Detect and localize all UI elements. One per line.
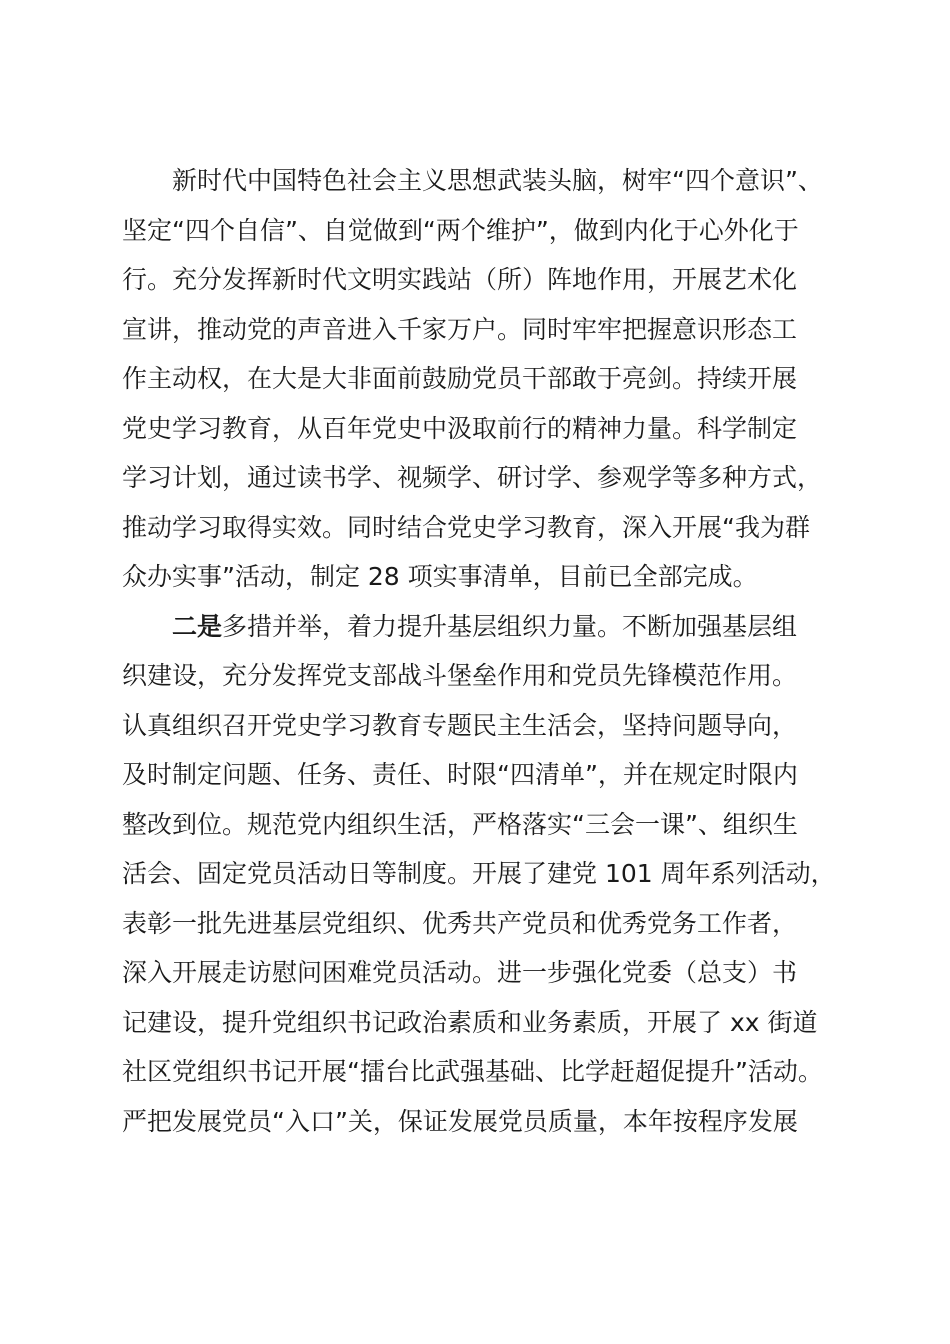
text-line: 及时制定问题、任务、责任、时限“四清单”，并在规定时限内 bbox=[122, 760, 798, 789]
document-body bbox=[122, 156, 834, 1146]
text-line: 深入开展走访慰问困难党员活动。进一步强化党委（总支）书 bbox=[122, 958, 798, 987]
text-line: 推动学习取得实效。同时结合党史学习教育，深入开展“我为群 bbox=[122, 512, 810, 542]
text-line: 新时代中国特色社会主义思想武装头脑，树牢“四个意识”、 bbox=[172, 166, 823, 195]
text-line: 整改到位。规范党内组织生活，严格落实“三会一课”、组织生 bbox=[122, 809, 798, 839]
text-line: 宣讲，推动党的声音进入千家万户。同时牢牢把握意识形态工 bbox=[122, 314, 798, 344]
text-line: 认真组织召开党史学习教育专题民主生活会，坚持问题导向， bbox=[122, 710, 798, 740]
text-line: 坚定“四个自信”、自觉做到“两个维护”，做到内化于心外化于 bbox=[122, 215, 799, 245]
text-line: 学习计划，通过读书学、视频学、研讨学、参观学等多种方式， bbox=[122, 463, 823, 492]
text-span: 多措并举，着力提升基层组织力量。不断加强基层组 bbox=[222, 611, 798, 641]
text-line: 作主动权，在大是大非面前鼓励党员干部敢于亮剑。持续开展 bbox=[122, 364, 798, 393]
text-line: 社区党组织书记开展“擂台比武强基础、比学赶超促提升”活动。 bbox=[122, 1057, 823, 1086]
text-line: 表彰一批先进基层党组织、优秀共产党员和优秀党务工作者， bbox=[122, 908, 798, 938]
text-line: 众办实事”活动，制定 28 项实事清单，目前已全部完成。 bbox=[122, 562, 758, 591]
text-line: 活会、固定党员活动日等制度。开展了建党 101 周年系列活动， bbox=[122, 859, 836, 888]
text-line: 记建设，提升党组织书记政治素质和业务素质，开展了 xx 街道 bbox=[122, 1007, 818, 1037]
paragraph-2 bbox=[122, 602, 834, 1147]
text-line: 行。充分发挥新时代文明实践站（所）阵地作用，开展艺术化 bbox=[122, 265, 798, 294]
text-line: 严把发展党员“入口”关，保证发展党员质量，本年按程序发展 bbox=[122, 1106, 798, 1136]
paragraph-1 bbox=[122, 156, 834, 602]
text-line: 党史学习教育，从百年党史中汲取前行的精神力量。科学制定 bbox=[122, 413, 798, 443]
paragraph-lead: 二是 bbox=[172, 611, 223, 641]
paragraph-first-line bbox=[122, 602, 834, 652]
text-line: 织建设，充分发挥党支部战斗堡垒作用和党员先锋模范作用。 bbox=[122, 661, 798, 690]
